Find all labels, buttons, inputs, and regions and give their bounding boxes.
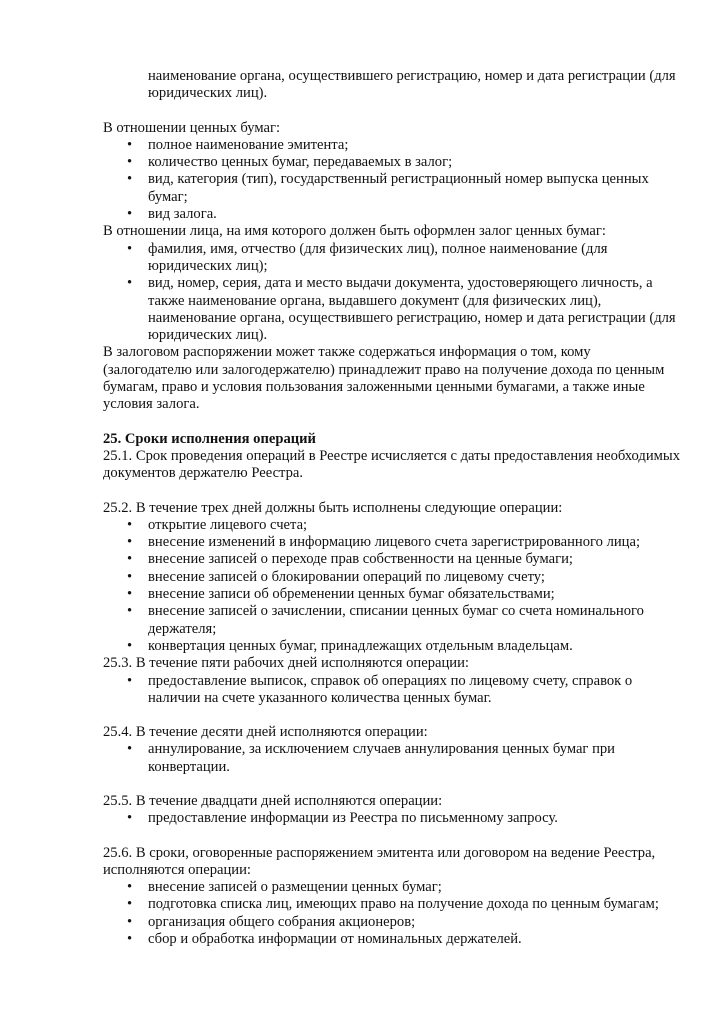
person-list: [103, 241, 683, 345]
paragraph-25-6-heading: 25.6. В сроки, оговоренные распоряжением эмитента или договором на ведение Реестра, исполняются операции:: [103, 844, 656, 878]
paragraph-25-4-heading: 25.4. В течение десяти дней исполняются операции:: [103, 724, 428, 741]
paragraph-25-5-heading: 25.5. В течение двадцати дней исполняются операции:: [103, 792, 443, 809]
list-item: • предоставление информации из Реестра по письменному запросу.: [148, 810, 683, 827]
list-item: • аннулирование, за исключением случаев аннулирования ценных бумаг при конвертации.: [148, 741, 683, 776]
list-item: • вид залога.: [148, 206, 683, 223]
list-25-2: [103, 517, 683, 655]
continued-paragraph: наименование органа, осуществившего регистрацию, номер и дата регистрации (для юридических лиц).: [148, 68, 676, 102]
list-25-6: [103, 879, 683, 948]
list-item: • полное наименование эмитента;: [148, 137, 683, 154]
list-item: • внесение записей о зачислении, списании ценных бумаг со счета номинального держателя;: [148, 603, 683, 638]
document-content: [103, 68, 683, 948]
list-item: • внесение записей о переходе прав собственности на ценные бумаги;: [148, 551, 683, 568]
paragraph-25-2-heading: 25.2. В течение трех дней должны быть исполнены следующие операции:: [103, 499, 563, 516]
list-item: • предоставление выписок, справок об операциях по лицевому счету, справок о наличии на счете указанного количества ценных бумаг.: [148, 673, 683, 708]
list-25-3: [103, 673, 683, 708]
paragraph-25-3-heading: 25.3. В течение пяти рабочих дней исполняются операции:: [103, 655, 469, 672]
list-item: • внесение записей о блокировании операций по лицевому счету;: [148, 569, 683, 586]
list-item: • подготовка списка лиц, имеющих право на получение дохода по ценным бумагам;: [148, 896, 683, 913]
list-item: • внесение записей о размещении ценных бумаг;: [148, 879, 683, 896]
person-heading: В отношении лица, на имя которого должен быть оформлен залог ценных бумаг:: [103, 223, 606, 240]
securities-heading: В отношении ценных бумаг:: [103, 119, 281, 136]
paragraph-25-1: 25.1. Срок проведения операций в Реестре исчисляется с даты предоставления необходимых документов держателю Реестра.: [103, 447, 680, 482]
list-25-4: [103, 741, 683, 776]
securities-list: [103, 137, 683, 223]
list-item: • вид, категория (тип), государственный регистрационный номер выпуска ценных бумаг;: [148, 171, 683, 206]
list-item: • количество ценных бумаг, передаваемых в залог;: [148, 154, 683, 171]
section-title: 25. Сроки исполнения операций: [103, 430, 316, 447]
list-item: • вид, номер, серия, дата и место выдачи документа, удостоверяющего личность, а также наименование органа, выдавшего документ (для физических лиц), наименование органа, осуществившего регистрацию, номер и дата регистрации (для юридических лиц).: [148, 275, 683, 344]
list-item: • фамилия, имя, отчество (для физических лиц), полное наименование (для юридических лиц);: [148, 241, 683, 276]
list-item: • внесение изменений в информацию лицевого счета зарегистрированного лица;: [148, 534, 683, 551]
list-item: • конвертация ценных бумаг, принадлежащих отдельным владельцам.: [148, 638, 683, 655]
list-item: • сбор и обработка информации от номинальных держателей.: [148, 931, 683, 948]
pledge-paragraph: В залоговом распоряжении может также содержаться информация о том, кому (залогодателю или залогодержателю) принадлежит право на получение дохода по ценным бумагам, право и условия пользования заложенными ценными бумагами, а также иные условия залога.: [103, 344, 665, 413]
list-item: • открытие лицевого счета;: [148, 517, 683, 534]
list-25-5: [103, 810, 683, 827]
list-item: • внесение записи об обременении ценных бумаг обязательствами;: [148, 586, 683, 603]
list-item: • организация общего собрания акционеров;: [148, 914, 683, 931]
